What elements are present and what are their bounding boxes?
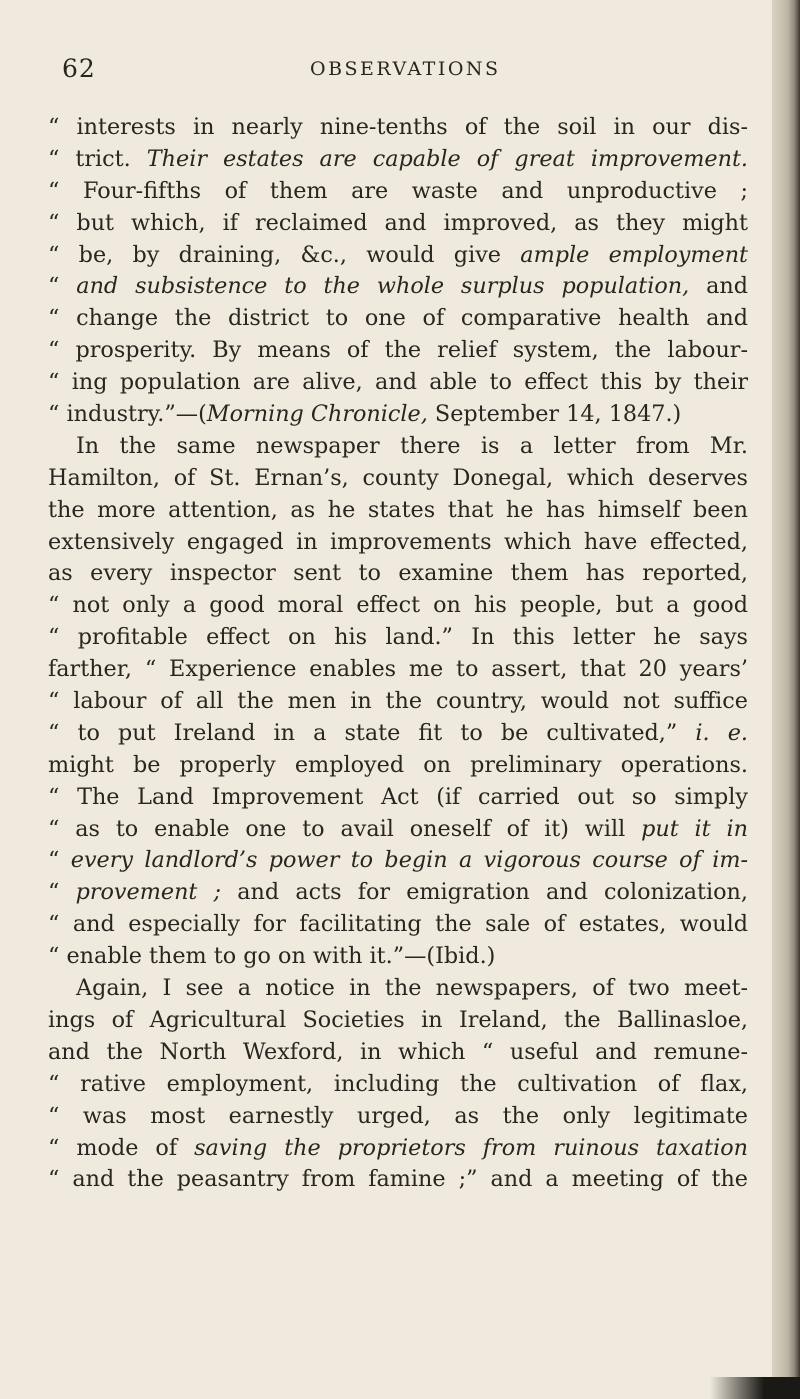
text-line: farther, “ Experience enables me to assert, that 20 years’	[48, 656, 748, 683]
text-line: “ rative employment, including the cultivation of flax,	[48, 1070, 748, 1097]
text-segment: “ mode of	[48, 1134, 195, 1161]
italic-segment: ample employment	[520, 241, 749, 268]
text-line: “ Four-fifths of them are waste and unproductive ;	[48, 177, 748, 204]
text-segment: September 14, 1847.)	[427, 401, 682, 428]
text-line	[48, 1133, 748, 1165]
text-line: “ ing population are alive, and able to effect this by their	[48, 369, 748, 396]
text-line: “ change the district to one of comparative health and	[48, 305, 748, 332]
book-binding-edge	[772, 0, 800, 1399]
text-line	[48, 399, 748, 431]
text-line: “ The Land Improvement Act (if carried out so simply	[48, 783, 748, 810]
text-line: “ but which, if reclaimed and improved, as they might	[48, 209, 748, 236]
text-line: “ interests in nearly nine-tenths of the soil in our dis-	[48, 114, 748, 140]
italic-segment: put it in	[641, 815, 748, 842]
page-header	[62, 46, 702, 86]
text-segment: “	[48, 273, 77, 300]
running-head: OBSERVATIONS	[310, 58, 501, 80]
text-segment: “ as to enable one to avail oneself of it) will	[48, 815, 642, 842]
italic-segment: and subsistence to the whole surplus population,	[76, 273, 690, 300]
text-line: “ and the peasantry from famine ;” and a meeting of the	[48, 1166, 748, 1193]
italic-segment: Morning Chronicle,	[206, 401, 428, 428]
text-line	[48, 877, 748, 909]
italic-segment: saving the proprietors from ruinous taxation	[194, 1134, 749, 1161]
text-line: extensively engaged in improvements which have effected,	[48, 528, 748, 555]
body-text	[48, 112, 748, 1196]
text-line: Again, I see a notice in the newspapers, of two meet-	[76, 975, 748, 1002]
text-line	[48, 814, 748, 846]
page-number: 62	[62, 54, 96, 83]
text-line: as every inspector sent to examine them has reported,	[48, 560, 748, 587]
text-segment: “ trict.	[48, 145, 147, 172]
text-line: “ profitable effect on his land.” In this letter he says	[48, 624, 748, 651]
italic-segment: i. e.	[695, 719, 748, 746]
text-segment: “ be, by draining, &c., would give	[48, 241, 521, 268]
text-line	[48, 144, 748, 176]
text-line	[48, 271, 748, 303]
text-segment: “ to put Ireland in a state fit to be cultivated,”	[48, 719, 696, 746]
text-line: “ enable them to go on with it.”—(Ibid.)	[48, 943, 496, 970]
page-corner-shadow	[710, 1377, 800, 1399]
text-line: Hamilton, of St. Ernan’s, county Donegal, which deserves	[48, 464, 748, 491]
text-segment: and acts for emigration and colonization,	[221, 879, 748, 906]
text-line: In the same newspaper there is a letter from Mr.	[76, 432, 748, 459]
text-segment: “	[48, 879, 76, 906]
text-line	[48, 718, 748, 750]
text-line: might be properly employed on preliminary operations.	[48, 751, 748, 778]
text-line: the more attention, as he states that he has himself been	[48, 496, 748, 523]
text-segment: “ industry.”—(	[48, 401, 207, 428]
text-segment: “	[48, 847, 71, 874]
text-line	[48, 240, 748, 272]
text-line	[48, 845, 748, 877]
text-segment: and	[689, 273, 748, 300]
italic-segment: every landlord’s power to begin a vigorous course of im-	[70, 847, 748, 874]
text-line: “ and especially for facilitating the sale of estates, would	[48, 911, 748, 938]
text-line: “ was most earnestly urged, as the only legitimate	[48, 1102, 748, 1129]
text-line: “ labour of all the men in the country, would not suffice	[48, 688, 748, 715]
text-line: ings of Agricultural Societies in Ireland, the Ballinasloe,	[48, 1006, 748, 1033]
italic-segment: provement ;	[75, 879, 222, 906]
text-line: “ prosperity. By means of the relief system, the labour-	[48, 337, 748, 364]
text-line: and the North Wexford, in which “ useful and remune-	[48, 1038, 748, 1065]
italic-segment: Their estates are capable of great improvement.	[146, 145, 748, 172]
text-line: “ not only a good moral effect on his people, but a good	[48, 592, 748, 619]
